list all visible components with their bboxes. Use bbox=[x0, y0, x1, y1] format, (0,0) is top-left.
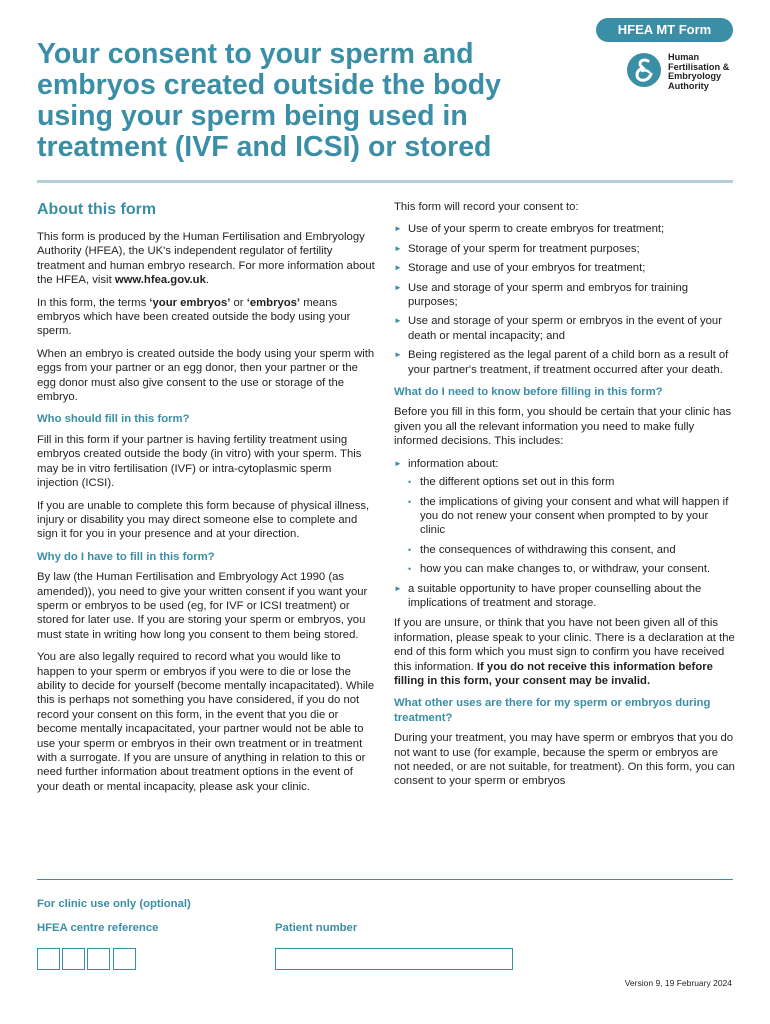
version-label: Version 9, 19 February 2024 bbox=[624, 978, 732, 988]
form-code-badge: HFEA MT Form bbox=[596, 18, 733, 42]
about-heading: About this form bbox=[37, 201, 157, 218]
need-to-know-paragraph: Before you fill in this form, you should be certain that your clinic has given you all the relevant information you need to make fully informed decisions. This includes: bbox=[394, 406, 732, 448]
list-item bbox=[394, 348, 736, 377]
about-text: This form is produced by the Human Fertilisation and Embryology Authority (HFEA), the UK's independent regulator of fertility treatment and human embryo research. For more information about the HFEA, visit bbox=[37, 231, 375, 287]
terms-paragraph bbox=[37, 296, 375, 339]
list-item-text: information about: bbox=[408, 457, 499, 470]
hfea-logo-icon bbox=[626, 52, 662, 88]
list-item-text: Storage of your sperm for treatment purposes; bbox=[408, 242, 640, 255]
arrow-bullet-icon: ► bbox=[394, 282, 402, 292]
sub-list-item-text: the implications of giving your consent and what will happen if you do not renew your consent when prompted to by your clinic bbox=[420, 495, 729, 537]
centre-reference-digit-4[interactable] bbox=[113, 948, 136, 970]
arrow-bullet-icon: ► bbox=[394, 263, 402, 273]
right-column bbox=[394, 200, 736, 797]
unsure-paragraph bbox=[394, 616, 736, 688]
info-sublist bbox=[408, 475, 736, 576]
terms-text: In this form, the terms bbox=[37, 296, 150, 309]
other-uses-paragraph: During your treatment, you may have sperm or embryos that you do not want to use (for example, because the sperm or embryos are not needed, or are not suitable, for treatment). On this form, you can consent to your sperm or embryos bbox=[394, 732, 735, 788]
about-text-end: . bbox=[205, 274, 209, 287]
sub-list-item-text: the different options set out in this form bbox=[420, 476, 615, 489]
centre-reference-digit-1[interactable] bbox=[37, 948, 60, 970]
list-item bbox=[394, 314, 736, 343]
hfea-logo bbox=[626, 52, 738, 92]
centre-reference-label: HFEA centre reference bbox=[37, 922, 159, 934]
list-item bbox=[394, 261, 736, 275]
sub-list-item bbox=[408, 495, 736, 538]
sub-list-item bbox=[408, 562, 736, 576]
dot-bullet-icon: • bbox=[408, 564, 412, 575]
centre-reference-digit-3[interactable] bbox=[87, 948, 110, 970]
list-item bbox=[394, 582, 736, 611]
hfea-website-link[interactable]: www.hfea.gov.uk bbox=[114, 274, 206, 287]
arrow-bullet-icon: ► bbox=[394, 350, 402, 360]
about-paragraph bbox=[37, 230, 375, 288]
list-item-text: Use of your sperm to create embryos for treatment; bbox=[408, 223, 665, 236]
info-list bbox=[394, 457, 736, 611]
header-divider bbox=[37, 180, 733, 183]
list-item-text: a suitable opportunity to have proper counselling about the implications of treatment and storage. bbox=[408, 582, 702, 609]
list-item bbox=[394, 222, 736, 236]
consent-list bbox=[394, 222, 736, 377]
terms-text-end: means embryos which have been created outside the body using your sperm. bbox=[37, 296, 351, 338]
why-fill-heading: Why do I have to fill in this form? bbox=[37, 550, 215, 563]
need-to-know-heading: What do I need to know before filling in this form? bbox=[394, 386, 663, 399]
unable-paragraph: If you are unable to complete this form because of physical illness, injury or disability you may direct someone else to complete and sign it for you in your presence and at your direction. bbox=[37, 499, 370, 541]
list-item-text: Use and storage of your sperm or embryos in the event of your death or mental incapacity; and bbox=[408, 315, 722, 342]
arrow-bullet-icon: ► bbox=[394, 243, 402, 253]
list-item-text: Storage and use of your embryos for treatment; bbox=[408, 262, 646, 275]
list-item-text: Use and storage of your sperm and embryos for training purposes; bbox=[408, 281, 689, 309]
dot-bullet-icon: • bbox=[408, 477, 412, 488]
list-item bbox=[394, 242, 736, 256]
arrow-bullet-icon: ► bbox=[394, 583, 402, 593]
who-paragraph: Fill in this form if your partner is having fertility treatment using embryos created outside the body (in vitro) with your sperm. This may be in vitro fertilisation (IVF) or intra-cytoplasmic sperm injection (ICSI). bbox=[37, 433, 362, 490]
sub-list-item-text: how you can make changes to, or withdraw, your consent. bbox=[420, 563, 711, 576]
terms-or: or bbox=[230, 296, 247, 309]
page-title: Your consent to your sperm and embryos created outside the body using your sperm being used in treatment (IVF and ICSI) or stored bbox=[37, 38, 502, 163]
unsure-text: If you are unsure, or think that you have not been given all of this information, please speak to your clinic. There is a declaration at the end of this form which you must sign to confirm you have received this information. bbox=[394, 617, 735, 673]
invalid-consent-warning: If you do not receive this information before filling in this form, your consent may be invalid. bbox=[394, 660, 713, 687]
list-item bbox=[394, 457, 736, 577]
logo-text: Human Fertilisation & Embryology Authority bbox=[668, 52, 730, 91]
term-your-embryos: ‘your embryos’ bbox=[149, 296, 231, 309]
dot-bullet-icon: • bbox=[408, 544, 412, 555]
centre-reference-digit-2[interactable] bbox=[62, 948, 85, 970]
arrow-bullet-icon: ► bbox=[394, 458, 402, 468]
list-item bbox=[394, 281, 736, 310]
consent-intro: This form will record your consent to: bbox=[394, 201, 579, 213]
law-paragraph: By law (the Human Fertilisation and Embryology Act 1990 (as amended)), you need to give your written consent if you want your sperm or embryos to be used (eg, for IVF or ICSI treatment) or stored for later use. If you are storing your sperm or embryos, you must state in writing how long you consent to them being stored. bbox=[37, 571, 368, 641]
sub-list-item bbox=[408, 475, 736, 489]
who-should-fill-heading: Who should fill in this form? bbox=[37, 413, 190, 426]
embryo-consent-paragraph: When an embryo is created outside the body using your sperm with eggs from your partner or an egg donor, then your partner or the egg donor must also give consent to the use or storage of the embryo. bbox=[37, 347, 375, 404]
dot-bullet-icon: • bbox=[408, 496, 412, 507]
patient-number-label: Patient number bbox=[275, 922, 358, 934]
left-column bbox=[37, 200, 375, 802]
sub-list-item bbox=[408, 543, 736, 557]
sub-list-item-text: the consequences of withdrawing this consent, and bbox=[420, 543, 676, 556]
other-uses-heading: What other uses are there for my sperm or embryos during treatment? bbox=[394, 697, 711, 724]
patient-number-field[interactable] bbox=[275, 948, 513, 970]
arrow-bullet-icon: ► bbox=[394, 316, 402, 326]
list-item-text: Being registered as the legal parent of a child born as a result of your partner's treatment, if treatment occurred after your death. bbox=[408, 349, 729, 376]
clinic-use-title: For clinic use only (optional) bbox=[37, 898, 191, 910]
arrow-bullet-icon: ► bbox=[394, 224, 402, 234]
footer-divider bbox=[37, 879, 733, 880]
legal-record-paragraph: You are also legally required to record what you would like to happen to your sperm or embryos if you were to die or lose the ability to decide for yourself (become mentally incapacitated). While this is perhaps not something you have considered, if you do not record your consent on this form, in the event that you die or become mentally incapacitated, your partner would not be able to use your sperm or embryos in their own treatment or in treatment with a surrogate. If you are unsure of anything in relation to this or need further information about treatment options in the event of your death or mental incapacity, please ask your clinic. bbox=[37, 651, 375, 793]
term-embryos: ‘embryos’ bbox=[246, 296, 301, 309]
